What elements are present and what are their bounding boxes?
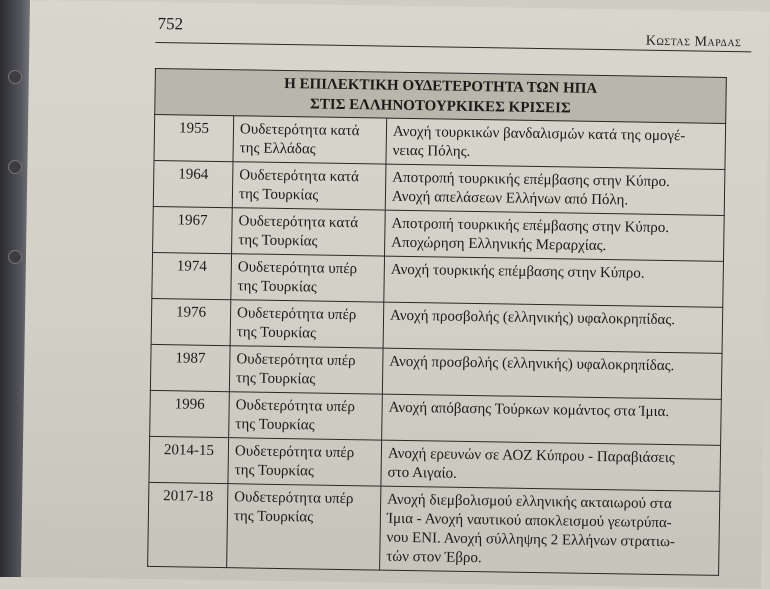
year-cell-line: 2017-18: [163, 488, 214, 505]
neutrality-cell-line: Ουδετερότητα υπέρ: [236, 305, 357, 324]
table-title-line: Η ΕΠΙΛΕΚΤΙΚΗ ΟΥΔΕΤΕΡΟΤΗΤΑ ΤΩΝ ΗΠΑ: [284, 76, 598, 97]
year-cell: [150, 344, 230, 391]
neutrality-cell-line: Ουδετερότητα υπέρ: [234, 443, 355, 462]
description-cell-line: Ανοχή προσβολής (ελληνικής) υφαλοκρηπίδας.: [389, 353, 675, 375]
description-cell: [385, 164, 725, 215]
year-cell-line: 1964: [178, 166, 209, 183]
description-cell: [386, 118, 726, 169]
table-row: [148, 482, 720, 575]
year-cell-line: 1955: [178, 120, 210, 137]
description-cell-line: Ανοχή απελάσεων Ελλήνων από Πόλη.: [391, 188, 629, 209]
neutrality-cell-line: της Τουρκίας: [234, 462, 314, 480]
neutrality-cell: [231, 254, 385, 302]
description-cell-line: Ανοχή απόβασης Τούρκων κομάντος στα Ίμια.: [388, 399, 670, 421]
year-cell-line: 1976: [175, 304, 207, 321]
year-cell-line: 2014-15: [163, 442, 215, 459]
description-cell-line: Ανοχή διεμβολισμού ελληνικής ακταιωρού στα: [387, 491, 672, 513]
year-cell: [148, 482, 228, 567]
binding-hole: [8, 70, 22, 84]
neutrality-cell-line: της Τουρκίας: [235, 416, 315, 434]
description-cell-line: στο Αιγαίο.: [387, 464, 457, 482]
description-cell-line: νου ΕΝΙ. Ανοχή σύλληψης 2 Ελλήνων στρατιω-: [386, 529, 676, 551]
year-cell-line: 1996: [174, 396, 205, 413]
neutrality-cell: [229, 346, 383, 394]
year-cell-line: 1967: [177, 212, 208, 229]
year-cell: [154, 114, 234, 161]
description-cell: [382, 394, 722, 445]
description-cell: [381, 440, 721, 491]
neutrality-cell-line: Ουδετερότητα υπέρ: [236, 351, 356, 370]
year-cell: [153, 160, 233, 207]
neutrality-table: [147, 68, 727, 576]
binding-hole: [8, 160, 22, 174]
neutrality-cell: [232, 208, 386, 256]
neutrality-cell-line: Ουδετερότητα υπέρ: [235, 397, 356, 416]
description-cell-line: τών στον Έβρο.: [386, 548, 482, 567]
neutrality-cell-line: της Τουρκίας: [233, 508, 314, 526]
neutrality-cell-line: Ουδετερότητα κατά: [239, 167, 360, 186]
neutrality-cell: [233, 116, 387, 164]
page-number: 752: [157, 14, 184, 34]
description-cell: [382, 348, 722, 399]
neutrality-cell-line: της Τουρκίας: [238, 232, 318, 250]
year-cell-line: 1987: [175, 350, 206, 367]
running-header-author: Κωστας Μαρδας: [645, 33, 742, 51]
description-cell-line: Αποτροπή τουρκικής επέμβασης στην Κύπρο.: [392, 169, 670, 191]
description-cell-line: Ανοχή ερευνών σε ΑΟΖ Κύπρου - Παραβιάσεις: [387, 445, 675, 467]
neutrality-cell-line: της Τουρκίας: [237, 278, 317, 296]
description-cell: [380, 486, 720, 575]
description-cell-line: Ανοχή προσβολής (ελληνικής) υφαλοκρηπίδας.: [389, 307, 676, 329]
neutrality-cell-line: της Τουρκίας: [236, 324, 317, 342]
description-cell-line: Αποχώρηση Ελληνικής Μεραρχίας.: [391, 234, 607, 255]
neutrality-cell: [232, 162, 386, 210]
neutrality-cell: [227, 484, 381, 570]
neutrality-cell: [228, 438, 382, 486]
year-cell: [152, 252, 232, 299]
neutrality-cell-line: της Τουρκίας: [235, 370, 316, 388]
neutrality-cell-line: της Ελλάδας: [239, 140, 316, 158]
year-cell: [150, 390, 230, 437]
year-cell: [151, 298, 231, 345]
description-cell-line: Αποτροπή τουρκικής επέμβασης στην Κύπρο.: [391, 215, 670, 237]
neutrality-cell: [229, 392, 383, 440]
binding-hole: [8, 250, 22, 264]
year-cell: [149, 436, 229, 483]
description-cell: [383, 302, 723, 353]
book-page: [21, 0, 770, 589]
description-cell-line: Ανοχή τουρκικών βανδαλισμών κατά της ομογέ-: [392, 123, 686, 145]
neutrality-cell-line: της Τουρκίας: [238, 186, 319, 204]
table-title-line: ΣΤΙΣ ΕΛΛΗΝΟΤΟΥΡΚΙΚΕΣ ΚΡΙΣΕΙΣ: [309, 96, 571, 117]
year-cell: [153, 206, 233, 253]
description-cell-line: Ανοχή τουρκικής επέμβασης στην Κύπρο.: [390, 261, 645, 282]
neutrality-cell-line: Ουδετερότητα υπέρ: [237, 259, 358, 278]
description-cell-line: Ίμια - Ανοχή ναυτικού αποκλεισμού γεωτρύπα-: [386, 510, 672, 532]
description-cell: [385, 210, 725, 261]
description-cell: [384, 256, 724, 307]
description-cell-line: νειας Πόλης.: [392, 142, 471, 160]
neutrality-cell: [230, 300, 384, 348]
neutrality-cell-line: Ουδετερότητα κατά: [238, 213, 359, 232]
year-cell-line: 1974: [176, 258, 207, 275]
neutrality-cell-line: Ουδετερότητα υπέρ: [234, 489, 354, 508]
neutrality-cell-line: Ουδετερότητα κατά: [239, 121, 360, 140]
